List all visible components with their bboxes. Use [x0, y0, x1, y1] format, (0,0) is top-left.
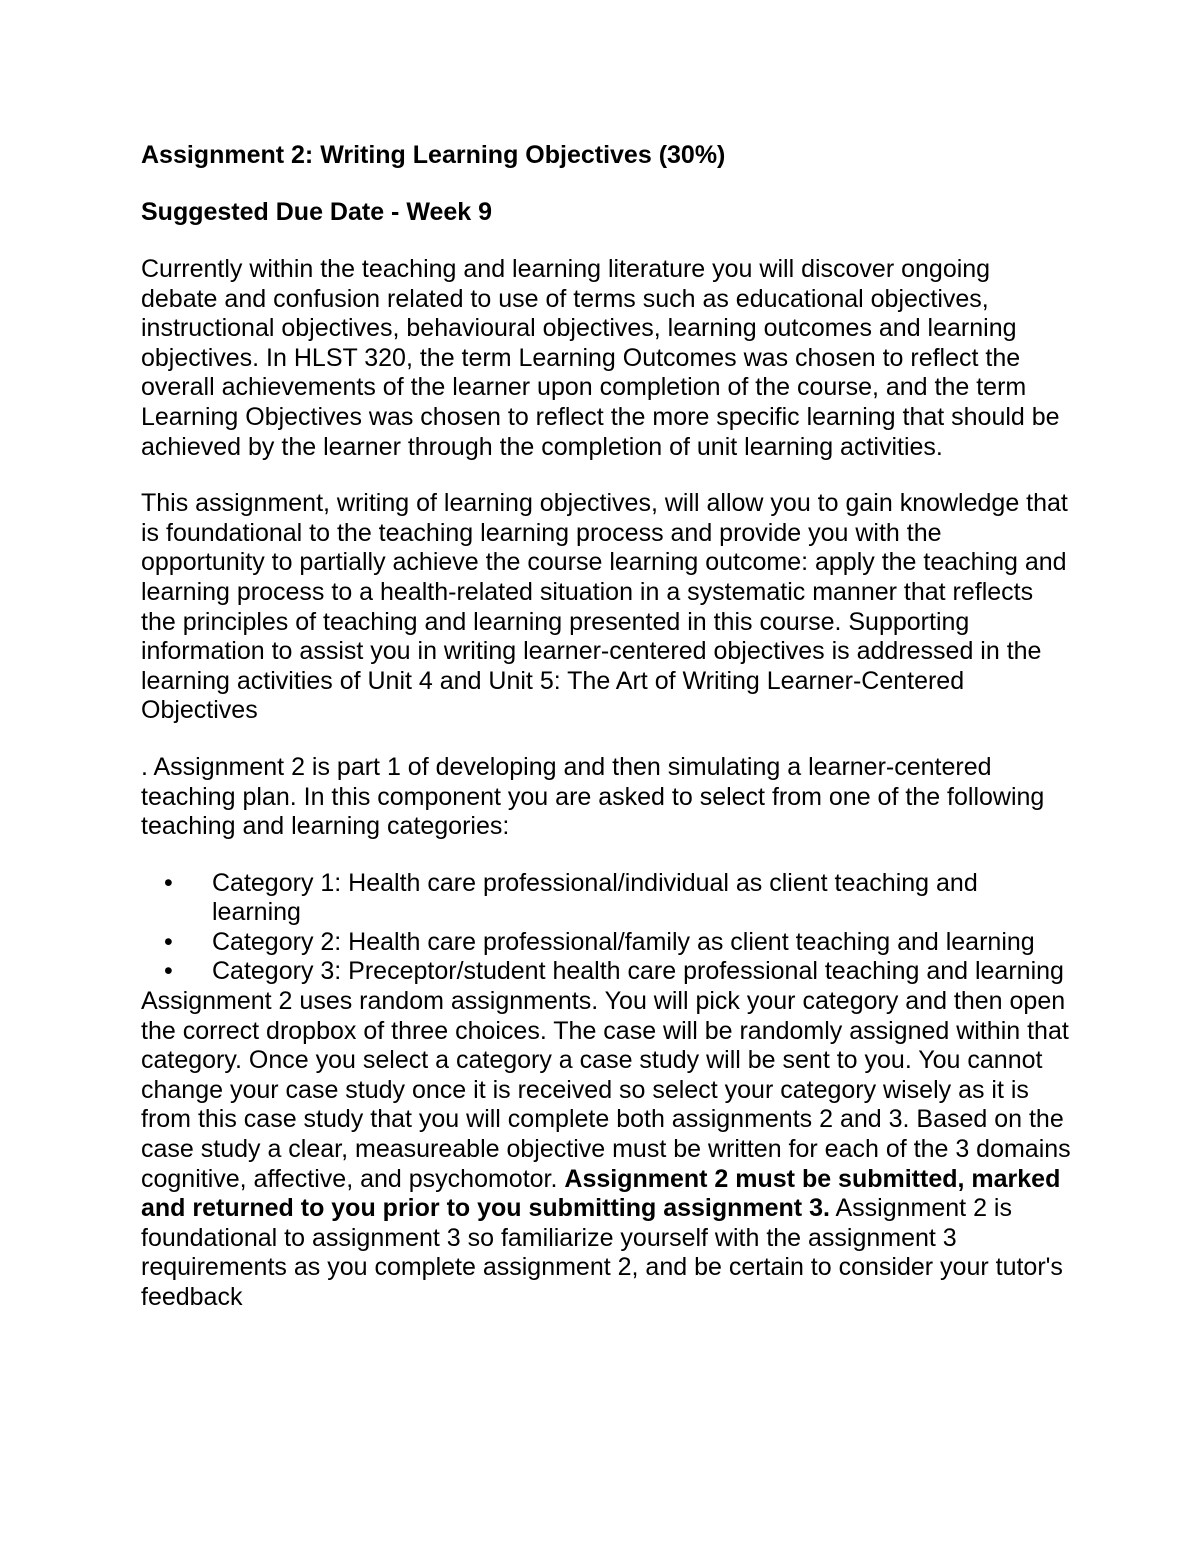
document-title: Assignment 2: Writing Learning Objectives (30%)	[141, 141, 726, 169]
category-list	[141, 869, 1071, 987]
intro-paragraph: Currently within the teaching and learning literature you will discover ongoing debate and confusion related to use of terms such as educational objectives, instructional objectives, behavioural objectives, learning outcomes and learning objectives. In HLST 320, the term Learning Outcomes was chosen to reflect the overall achievements of the learner upon completion of the course, and the term Learning Objectives was chosen to reflect the more specific learning that should be achieved by the learner through the completion of unit learning activities.	[141, 255, 1060, 461]
list-item	[141, 957, 1071, 987]
foundational-note-text: Assignment 2 is foundational to assignment 3 so familiarize yourself with the assignment 3 requirements as you complete assignment 2, and be certain to consider your tutor's feedback	[141, 1194, 1063, 1311]
list-item	[141, 928, 1071, 958]
list-item	[141, 869, 1071, 928]
random-assignment-text: Assignment 2 uses random assignments. You will pick your category and then open the correct dropbox of three choices. The case will be randomly assigned within that category. Once you select a category a case study will be sent to you. You cannot change your case study once it is received so select your category wisely as it is from this case study that you will complete both assignments 2 and 3. Based on the case study a clear, measureable objective must be written for each of the 3 domains cognitive, affective, and psychomotor.	[141, 987, 1071, 1193]
document-content	[141, 140, 1071, 1313]
bullet-icon: •	[164, 927, 173, 956]
assignment-purpose-paragraph: This assignment, writing of learning objectives, will allow you to gain knowledge that is foundational to the teaching learning process and provide you with the opportunity to partially achieve the course learning outcome: apply the teaching and learning process to a health-related situation in a systematic manner that reflects the principles of teaching and learning presented in this course. Supporting information to assist you in writing learner-centered objectives is addressed in the learning activities of Unit 4 and Unit 5: The Art of Writing Learner-Centered Objectives	[141, 489, 1068, 725]
submission-requirement-text: Assignment 2 must be submitted, marked and returned to you prior to you submitting assignment 3.	[141, 1164, 1061, 1223]
category-selection-paragraph: . Assignment 2 is part 1 of developing and then simulating a learner-centered teaching plan. In this component you are asked to select from one of the following teaching and learning categories:	[141, 752, 1045, 841]
category-2-text: Category 2: Health care professional/family as client teaching and learning	[212, 927, 1035, 956]
category-1-text: Category 1: Health care professional/individual as client teaching and learning	[212, 868, 978, 927]
bullet-icon: •	[164, 868, 173, 897]
random-assignment-paragraph	[141, 987, 1071, 1313]
category-3-text: Category 3: Preceptor/student health care professional teaching and learning	[212, 957, 1064, 986]
bullet-icon: •	[164, 957, 173, 986]
due-date-heading: Suggested Due Date - Week 9	[141, 198, 493, 226]
